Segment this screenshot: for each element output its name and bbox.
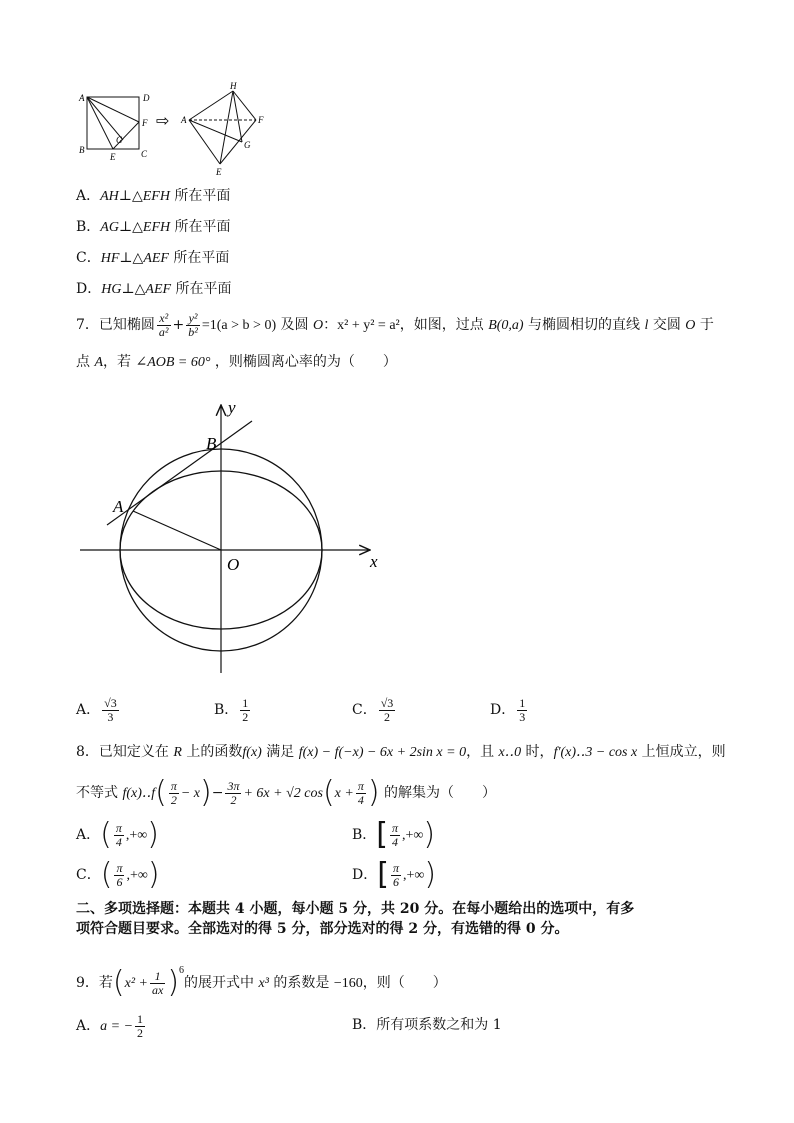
q8-option-a: A．( $\frac{\pi}{4}$ ,+∞) [76,817,159,852]
q7-option-c: C． $\frac{√3}{2}$ [352,695,394,724]
q9-option-a: A．a = − $\frac{1}{2}$ [76,1011,144,1040]
section-heading-line2: 项符合题目要求。全部选对的得 5 分，部分选对的得 2 分，有选错的得 0 分。 [76,921,569,937]
label-C: C [141,149,148,159]
q7-stem-line1: 7．已知椭圆 $\frac{\text{x²}}{\text{a²}}$ + $\frac{\text{y²}}{\text{b²}}$ =1(a > b > 0) 及圆 O：x² + y² = a²，如图，过点 B(0,a) 与椭圆相切的直线 l 交圆 O 于 [76,310,714,339]
q6-option-d: D．HG⊥△AEF 所在平面 [76,281,232,297]
fold-arrow-icon: ⇨ [156,111,170,130]
q9-option-b: B．所有项系数之和为 1 [352,1017,502,1033]
q9-stem: 9．若(x² + $\frac{1}{ax}$ )$^6$的展开式中 x³ 的系数是 −160，则（ ） [76,965,447,1000]
label-F2: F [258,115,264,125]
label-G2: G [244,140,251,150]
q7-option-d: D． $\frac{1}{3}$ [490,695,526,724]
folding-figure [76,82,276,178]
q8-stem-line1: 8．已知定义在 R 上的函数f(x) 满足 f(x) − f(−x) − 6x + 2sin x = 0，且 x‥0 时，f′(x)‥3 − cos x 上恒成立，则 [76,744,726,760]
label-E: E [110,152,116,162]
axis-label-y: y [228,398,236,417]
q8-stem-line2: 不等式 f(x)‥f( $\frac{\pi}{2}$ − x)− $\frac{3\pi}{2}$ + 6x + √2 cos(x + $\frac{\pi}{4}$ ) 的解集为（ ） [76,775,497,810]
q8-option-d: D．[ $\frac{\pi}{6}$ ,+∞) [352,857,437,892]
ellipse-circle-figure [80,395,390,680]
point-label-A: A [113,497,124,516]
label-A: A [79,93,85,103]
label-A2: A [181,115,187,125]
section-heading-line1: 二、多项选择题：本题共 4 小题，每小题 5 分，共 20 分。在每小题给出的选项中，有多 [76,901,635,917]
q6-option-b: B．AG⊥△EFH 所在平面 [76,219,231,235]
q8-option-b: B．[ $\frac{\pi}{4}$ ,+∞) [352,817,436,852]
q7-option-b: B． $\frac{1}{2}$ [214,695,249,724]
label-G: G [116,135,123,145]
q6-option-a: A．AH⊥△EFH 所在平面 [76,188,231,204]
label-D: D [143,93,150,103]
point-label-B: B [206,434,217,453]
q6-option-c: C．HF⊥△AEF 所在平面 [76,250,230,266]
axis-label-x: x [370,552,378,571]
label-H: H [230,82,237,91]
q7-option-a: A． $\frac{√3}{3}$ [76,695,117,724]
q8-option-c: C．( $\frac{\pi}{6}$ ,+∞) [76,857,160,892]
q7-stem-line2: 点 A，若 ∠AOB = 60° ，则椭圆离心率的为（ ） [76,354,397,370]
point-label-O: O [227,555,240,574]
label-E2: E [216,167,222,177]
label-B: B [79,145,85,155]
label-F: F [142,118,148,128]
